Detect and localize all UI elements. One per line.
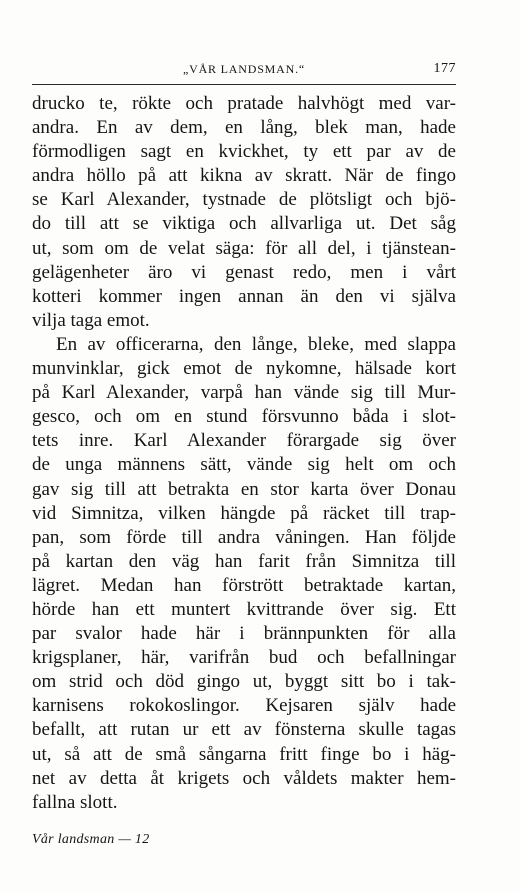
text-line: gelägenheter äro vi genast redo, men i vårt <box>32 261 456 283</box>
text-line: på kartan den väg han farit från Simnitza till <box>32 550 456 572</box>
text-line: ut, så att de små sångarna fritt finge bo i häg- <box>32 743 456 765</box>
header-rule <box>32 84 456 85</box>
text-line: tets inre. Karl Alexander förargade sig över <box>32 430 456 452</box>
text-line: lägret. Medan han förstrött betraktade kartan, <box>32 574 456 596</box>
running-title: „VÅR LANDSMAN.“ <box>183 62 305 76</box>
text-line: do till att se viktiga och allvarliga ut. Det såg <box>32 213 456 235</box>
page-number: 177 <box>433 61 456 76</box>
text-line: drucko te, rökte och pratade halvhögt med var- <box>32 93 456 114</box>
signature-mark: Vår landsman — 12 <box>32 832 150 847</box>
paragraph <box>32 333 456 815</box>
text-line: ut, som om de velat säga: för all del, i tjänstean- <box>32 237 456 259</box>
running-head <box>32 62 456 82</box>
text-line: vilja taga emot. <box>32 309 150 331</box>
text-line: En av officerarna, den långe, bleke, med slappa <box>56 333 456 355</box>
text-line: på Karl Alexander, varpå han vände sig till Mur- <box>32 382 456 404</box>
text-line: förmodligen sagt en kvickhet, ty ett par av de <box>32 141 456 163</box>
text-line: de unga männens sätt, vände sig helt om och <box>32 454 456 476</box>
text-line: befallt, att rutan ur ett av fönsterna skulle tagas <box>32 719 456 741</box>
text-line: se Karl Alexander, tystnade de plötsligt och bjö- <box>32 189 456 211</box>
paragraph <box>32 92 456 333</box>
text-line: hörde han ett muntert kvittrande över sig. Ett <box>32 598 456 620</box>
text-line: gesco, och om en stund försvunno båda i slot- <box>32 406 456 428</box>
text-line: par svalor hade här i brännpunkten för alla <box>32 623 456 645</box>
text-line: net av detta åt krigets och våldets makter hem- <box>32 767 456 789</box>
text-line: gav sig till att betrakta en stor karta över Donau <box>32 478 456 500</box>
text-line: andra. En av dem, en lång, blek man, hade <box>32 117 456 139</box>
text-line: karnisens rokokoslingor. Kejsaren själv hade <box>32 695 456 717</box>
text-line: andra höllo på att kikna av skratt. När de fingo <box>32 165 456 187</box>
text-line: kotteri kommer ingen annan än den vi själva <box>32 285 456 307</box>
text-line: munvinklar, gick emot de nykomne, hälsade kort <box>32 358 456 380</box>
body-text <box>32 92 456 815</box>
text-line: fallna slott. <box>32 791 118 813</box>
text-line: krigsplaner, här, varifrån bud och befallningar <box>32 647 456 669</box>
text-line: vid Simnitza, vilken hängde på räcket till trap- <box>32 502 456 524</box>
text-line: pan, som förde till andra våningen. Han följde <box>32 526 456 548</box>
text-line: om strid och död gingo ut, byggt sitt bo i tak- <box>32 671 456 693</box>
